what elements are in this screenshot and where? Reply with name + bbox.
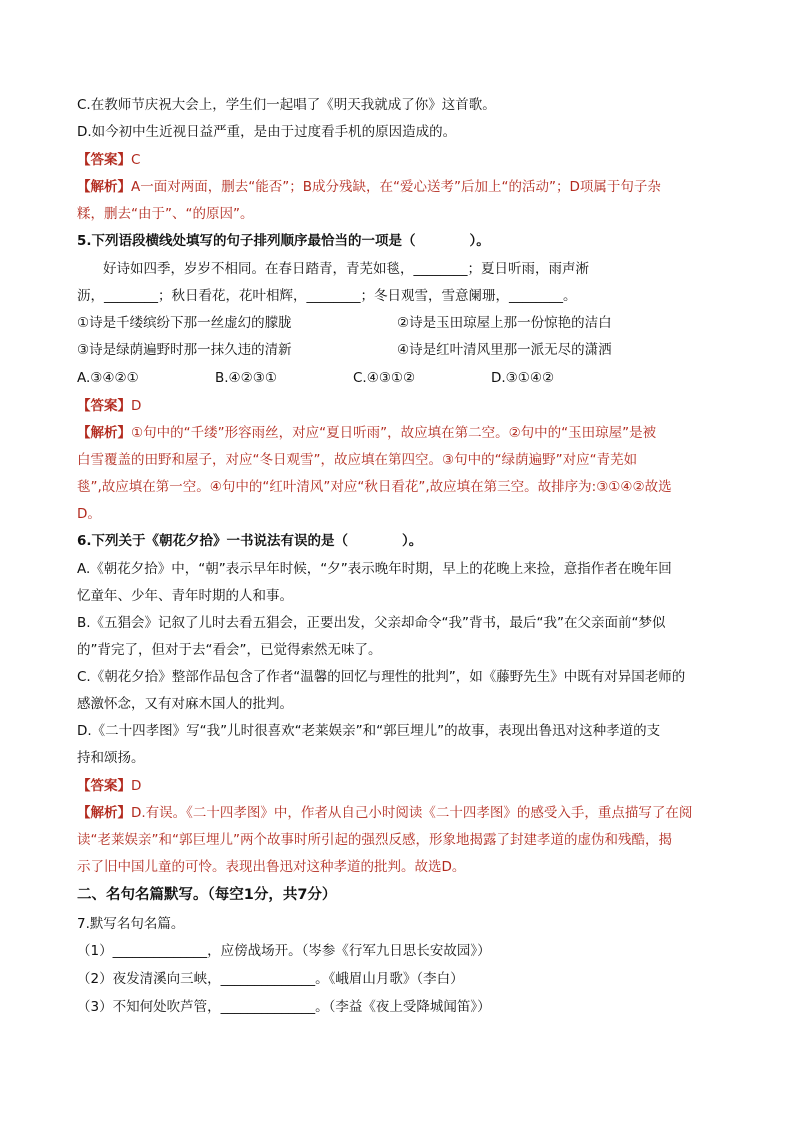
q5-sentence-4: ④诗是红叶清风里那一派无尽的潇洒 <box>397 342 612 358</box>
q5-analysis-line-2: 白雪覆盖的田野和屋子，对应“冬日观雪”，故应填在第四空。③句中的“绿荫遍野”对应“青芜如 <box>77 452 638 468</box>
q4-option-c: C.在教师节庆祝大会上，学生们一起唱了《明天我就成了你》这首歌。 <box>77 97 496 113</box>
q5-option-a: A.③④②① <box>77 370 139 386</box>
q5-analysis-line-4: D。 <box>77 506 101 522</box>
q6-option-c-line-2: 感激怀念，又有对麻木国人的批判。 <box>77 696 293 712</box>
q6-option-a-line-2: 忆童年、少年、青年时期的人和事。 <box>77 588 293 604</box>
q5-option-b: B.④②③① <box>215 370 277 386</box>
q6-option-d-line-2: 持和颂扬。 <box>77 750 145 766</box>
q5-analysis-line-3: 毯”,故应填在第一空。④句中的“红叶清风”对应“秋日看花”,故应填在第三空。故排序为:③①④②故选 <box>77 479 672 495</box>
q5-option-c: C.④③①② <box>353 370 416 386</box>
q5-sentences-row-2 <box>77 340 717 360</box>
q5-sentence-1: ①诗是千缕缤纷下那一丝虚幻的朦胧 <box>77 315 292 331</box>
q6-option-c-line-1: C.《朝花夕拾》整部作品包含了作者“温馨的回忆与理性的批判”，如《藤野先生》中既有对异国老师的 <box>77 669 686 685</box>
q5-passage-line-2: 沥，________；秋日看花，花叶相辉，________；冬日观雪，雪意阑珊，________。 <box>77 288 577 304</box>
answer-value: D <box>131 778 142 794</box>
q6-stem: 6.下列关于《朝花夕拾》一书说法有误的是（ ）。 <box>77 533 423 549</box>
analysis-tag: 【解析】 <box>77 805 131 821</box>
q6-option-a-line-1: A.《朝花夕拾》中，“朝”表示早年时候，“夕”表示晚年时期，早上的花晚上来捡，意指作者在晚年回 <box>77 561 672 577</box>
q5-answer <box>77 396 141 416</box>
answer-value: C <box>131 152 141 168</box>
q5-sentences-row-1 <box>77 313 717 333</box>
section-2-title: 二、名句名篇默写。（每空1分，共7分） <box>77 887 337 903</box>
q7-item-3: （3）不知何处吹芦管，______________。（李益《夜上受降城闻笛》） <box>77 999 491 1015</box>
q5-option-d: D.③①④② <box>491 370 555 386</box>
analysis-tag: 【解析】 <box>77 425 131 441</box>
q5-passage-line-1: 好诗如四季，岁岁不相同。在春日踏青，青芜如毯，________；夏日听雨，雨声淅 <box>103 261 589 277</box>
q4-analysis-line-2: 糅，删去“由于”、“的原因”。 <box>77 206 254 222</box>
q6-analysis-line-2: 读“老莱娱亲”和“郭巨埋儿”两个故事时所引起的强烈反感，形象地揭露了封建孝道的虚伪和残酷，揭 <box>77 832 672 848</box>
q7-stem: 7.默写名句名篇。 <box>77 916 185 932</box>
q6-option-b-line-2: 的”背完了，但对于去“看会”，已觉得索然无味了。 <box>77 642 382 658</box>
q6-analysis-line-3: 示了旧中国儿童的可怜。表现出鲁迅对这种孝道的批判。故选D。 <box>77 859 466 875</box>
q4-option-d: D.如今初中生近视日益严重，是由于过度看手机的原因造成的。 <box>77 124 457 140</box>
analysis-text: D.有误。《二十四孝图》中，作者从自己小时阅读《二十四孝图》的感受入手，重点描写了在阅 <box>131 805 693 821</box>
q4-answer <box>77 150 140 170</box>
answer-tag: 【答案】 <box>77 778 131 794</box>
answer-tag: 【答案】 <box>77 152 131 168</box>
analysis-tag: 【解析】 <box>77 179 131 195</box>
answer-value: D <box>131 398 142 414</box>
q6-analysis-line-1 <box>77 803 692 823</box>
q5-analysis-line-1 <box>77 423 656 443</box>
q7-item-2: （2）夜发清溪向三峡，______________。《峨眉山月歌》（李白） <box>77 971 464 987</box>
analysis-text: A一面对两面，删去“能否”；B成分残缺，在“爱心送考”后加上“的活动”；D项属于句子杂 <box>131 179 661 195</box>
q6-answer <box>77 776 141 796</box>
q4-analysis-line-1 <box>77 177 661 197</box>
q5-sentence-3: ③诗是绿荫遍野时那一抹久违的清新 <box>77 342 292 358</box>
analysis-text: ①句中的“千缕”形容雨丝，对应“夏日听雨”，故应填在第二空。②句中的“玉田琼屋”是被 <box>131 425 657 441</box>
answer-tag: 【答案】 <box>77 398 131 414</box>
q7-item-1: （1）______________，应傍战场开。（岑参《行军九日思长安故园》） <box>77 943 491 959</box>
q6-option-d-line-1: D.《二十四孝图》写“我”儿时很喜欢“老莱娱亲”和“郭巨埋儿”的故事，表现出鲁迅对这种孝道的支 <box>77 723 661 739</box>
q5-sentence-2: ②诗是玉田琼屋上那一份惊艳的洁白 <box>397 315 612 331</box>
q6-option-b-line-1: B.《五猖会》记叙了儿时去看五猖会，正要出发，父亲却命令“我”背书，最后“我”在父亲面前“梦似 <box>77 615 666 631</box>
q5-stem: 5.下列语段横线处填写的句子排列顺序最恰当的一项是（ ）。 <box>77 233 490 249</box>
